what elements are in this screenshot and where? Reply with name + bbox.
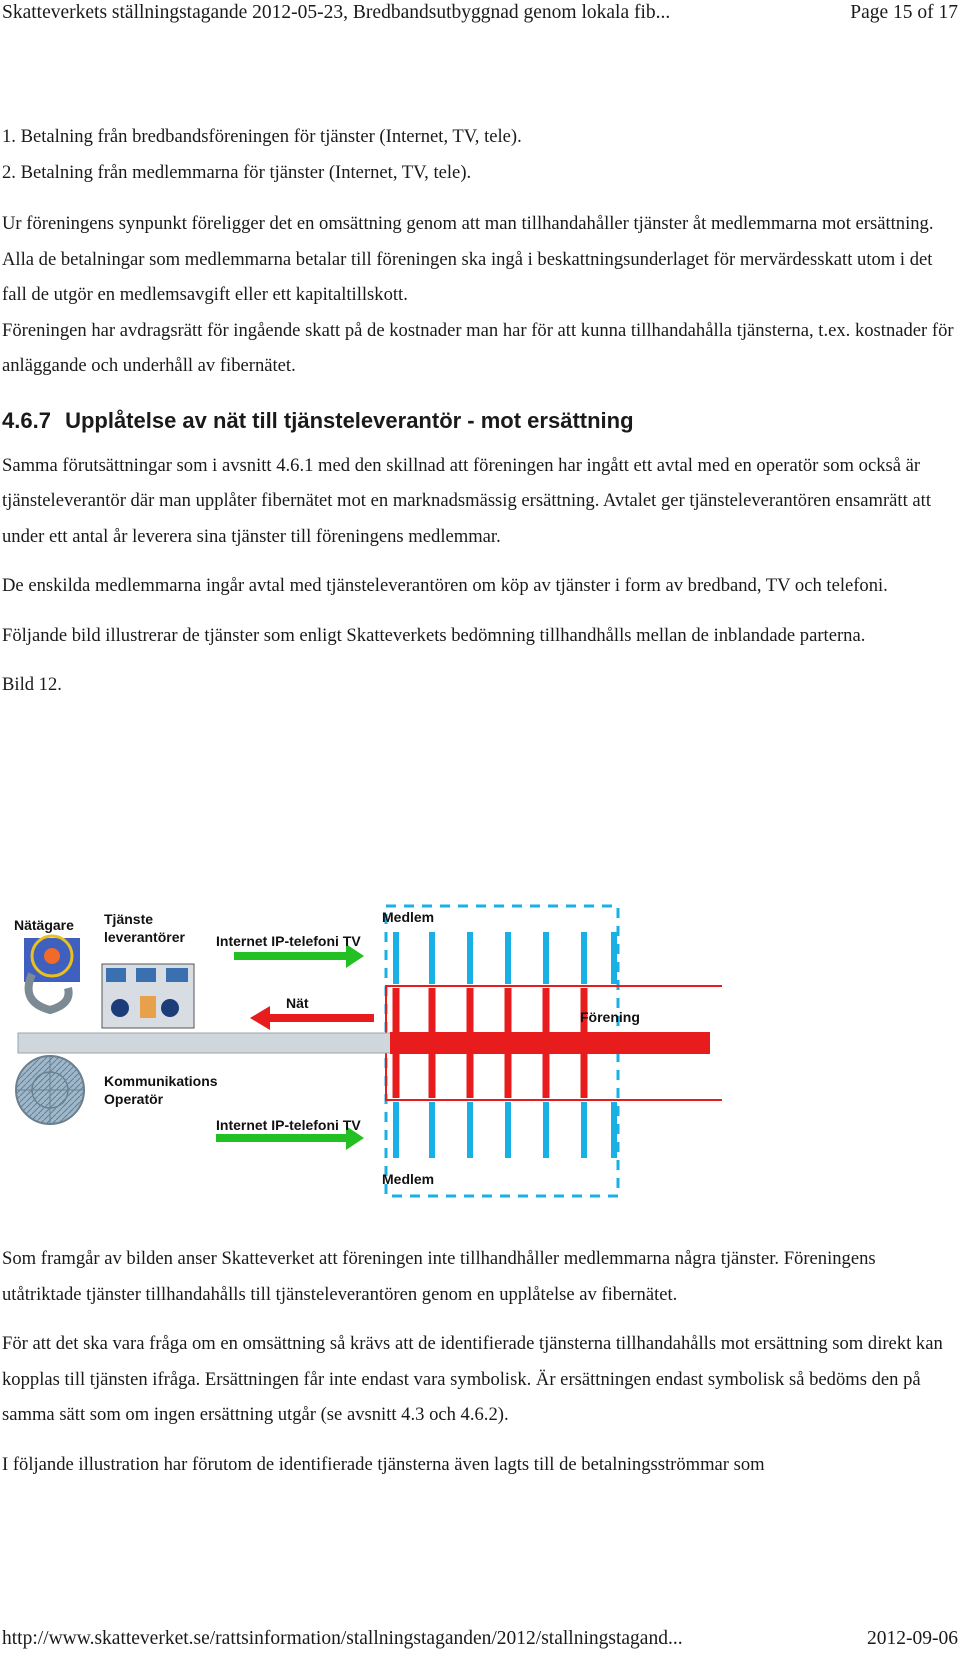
footer-url: http://www.skatteverket.se/rattsinformation/stallningstaganden/2012/stallningstagand...: [2, 1628, 683, 1649]
label-internet-bottom: Internet IP-telefoni TV: [216, 1117, 361, 1133]
label-forening: Förening: [580, 1009, 640, 1025]
footer-date: 2012-09-06: [867, 1628, 958, 1649]
section-title: Upplåtelse av nät till tjänsteleverantör - mot ersättning: [65, 407, 634, 433]
member-lines-bottom: [396, 1102, 614, 1158]
member-lines-top: [396, 932, 614, 984]
paragraph-bild-intro: Följande bild illustrerar de tjänster som enligt Skatteverkets bedömning tillhandhålls mellan de inblandade parterna.: [2, 624, 866, 646]
document-body: [2, 119, 958, 703]
association-bar: [390, 1032, 710, 1054]
label-internet-top: Internet IP-telefoni TV: [216, 933, 361, 949]
paragraph-betalningsstrommar: I följande illustration har förutom de identifierade tjänsterna även lagts till de betalningsströmmar som: [2, 1453, 765, 1475]
label-medlem-top: Medlem: [382, 909, 435, 925]
document-body-continued: [2, 1241, 958, 1482]
paragraph-ersattning: För att det ska vara fråga om en omsättning så krävs att de identifierade tjänsterna tillhandahålls mot ersättning som direkt kan kopplas till tjänsten ifråga. Ersättningen får inte endast vara symbolisk. Är ersättningen endast symbolisk så bedöms den på samma sätt som om ingen ersättning utgår (se avsnitt 4.3 och 4.6.2).: [2, 1333, 943, 1425]
network-owner-icon: [24, 936, 80, 1010]
label-leverantorer: leverantörer: [104, 929, 185, 945]
label-medlem-bottom: Medlem: [382, 1171, 435, 1187]
service-diagram-svg: [2, 904, 722, 1200]
label-nat: Nät: [286, 995, 309, 1011]
label-natagare: Nätägare: [14, 917, 74, 933]
network-pipe: [18, 1033, 392, 1053]
paragraph-avdragsratt: Föreningen har avdragsrätt för ingående skatt på de kostnader man har för att kunna tillhandahålla tjänsterna, t.ex. kostnader för anläggande och underhåll av fibernätet.: [2, 319, 954, 376]
paragraph-forutsattningar: Samma förutsättningar som i avsnitt 4.6.1 med den skillnad att föreningen har ingått ett avtal med en operatör som också är tjänsteleverantör där man upplåter fibernätet mot en marknadsmässig ersättning. Avtalet ger tjänsteleverantören ensamrätt att under ett antal år leverera sina tjänster till föreningens medlemmar.: [2, 454, 931, 547]
page-number: Page 15 of 17: [850, 2, 958, 23]
label-tjanste: Tjänste: [104, 911, 154, 927]
label-operator: Operatör: [104, 1091, 164, 1107]
page-footer: [2, 1627, 958, 1651]
service-providers-icon: [102, 964, 194, 1028]
service-diagram: [2, 904, 722, 1200]
list-item-1: 1. Betalning från bredbandsföreningen för tjänster (Internet, TV, tele).: [2, 126, 522, 147]
paragraph-omsattning: Ur föreningens synpunkt föreligger det en omsättning genom att man tillhandahåller tjänster åt medlemmarna mot ersättning. Alla de betalningar som medlemmarna betalar till föreningen ska ingå i beskattningsunderlaget för mervärdesskatt utom i det fall de utgör en medlemsavgift eller ett kapitaltillskott.: [2, 213, 934, 305]
communications-operator-icon: [16, 1056, 84, 1124]
section-heading: [2, 406, 958, 436]
page-header: [2, 0, 958, 28]
paragraph-slutsats: Som framgår av bilden anser Skatteverket att föreningen inte tillhandhåller medlemmarna några tjänster. Föreningens utåtriktade tjänster tillhandahålls till tjänsteleverantören genom en upplåtelse av fibernätet.: [2, 1248, 876, 1305]
figure-caption: Bild 12.: [2, 674, 62, 695]
document-title: Skatteverkets ställningstagande 2012-05-23, Bredbandsutbyggnad genom lokala fib...: [2, 2, 671, 23]
list-item-2: 2. Betalning från medlemmarna för tjänster (Internet, TV, tele).: [2, 161, 472, 183]
red-arrow-nat: [250, 1006, 374, 1030]
section-number: 4.6.7: [2, 407, 51, 433]
paragraph-medlemmar-avtal: De enskilda medlemmarna ingår avtal med tjänsteleverantören om köp av tjänster i form av bredband, TV och telefoni.: [2, 575, 888, 596]
label-kommunikations: Kommunikations: [104, 1073, 218, 1089]
